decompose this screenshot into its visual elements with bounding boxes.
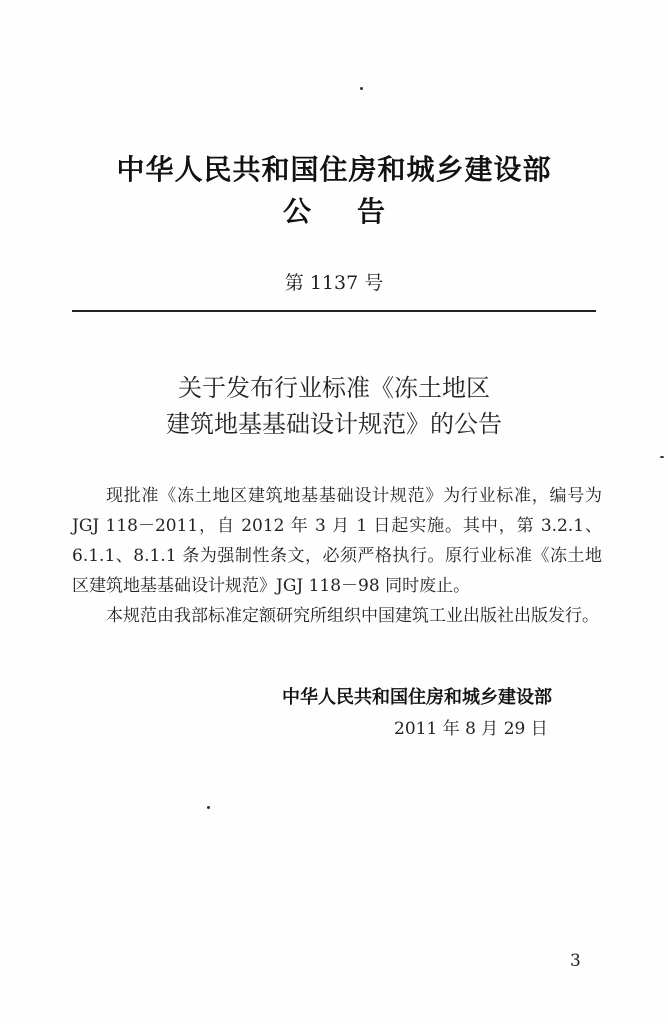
scan-speck [207, 806, 210, 809]
announcement-heading: 公告 [282, 195, 431, 228]
announcement-body [72, 481, 602, 631]
scan-speck [360, 87, 363, 90]
page-number: 3 [570, 951, 581, 971]
announcement-number: 第 1137 号 [284, 272, 384, 294]
subject-line-1: 关于发布行业标准《冻土地区 [178, 374, 490, 402]
ministry-title: 中华人民共和国住房和城乡建设部 [116, 153, 552, 186]
scan-speck [660, 456, 664, 458]
announcement-subject [0, 370, 668, 442]
signature-organization: 中华人民共和国住房和城乡建设部 [282, 687, 552, 708]
body-paragraph-1: 现批准《冻土地区建筑地基基础设计规范》为行业标准，编号为 JGJ 118－2011，自 2012 年 3 月 1 日起实施。其中，第 3.2.1、6.1.1、8.1.1 条为强制性条文，必须严格执行。原行业标准《冻土地区建筑地基基础设计规范》JGJ 118－98 同时废止。 [72, 486, 602, 596]
subject-line-2: 建筑地基基础设计规范》的公告 [166, 410, 502, 438]
body-paragraph-2: 本规范由我部标准定额研究所组织中国建筑工业出版社出版发行。 [106, 606, 599, 626]
signature-date: 2011 年 8 月 29 日 [394, 719, 548, 739]
header-divider [72, 310, 596, 312]
